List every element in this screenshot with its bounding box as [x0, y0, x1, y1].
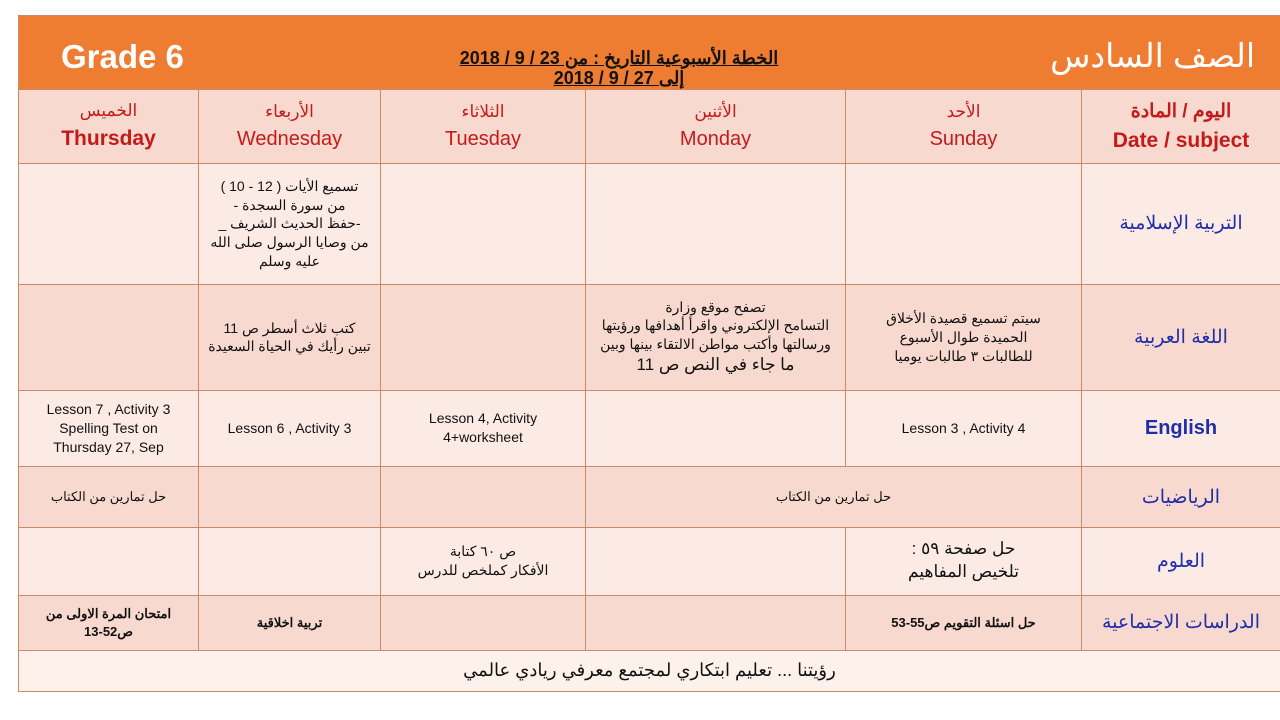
cell-islamic-tuesday	[381, 163, 586, 285]
cell-arabic-sunday: سيتم تسميع قصيدة الأخلاق الحميدة طوال الأسبوع للطالبات ٣ طالبات يوميا	[846, 285, 1082, 390]
row-english	[19, 390, 1280, 466]
subject-arabic: اللغة العربية	[1082, 285, 1280, 390]
vision-statement: رؤيتنا ... تعليم ابتكاري لمجتمع معرفي ريادي عالمي	[19, 650, 1280, 691]
cell-math-tuesday	[381, 466, 586, 527]
cell-social-tuesday	[381, 595, 586, 650]
grade-arabic: الصف السادس	[1050, 37, 1255, 74]
subject-islamic: التربية الإسلامية	[1082, 163, 1280, 285]
cell-arabic-monday: تصفح موقع وزارة التسامح الإلكتروني واقرأ أهدافها ورؤيتها ورسالتها وأكتب مواطن الالتقاء بينها وبين ما جاء في النص ص 11	[586, 285, 846, 390]
row-islamic	[19, 163, 1280, 285]
plan-title-line2: إلى 27 / 9 / 2018	[553, 68, 685, 88]
cell-science-tuesday: ص ٦٠ كتابة الأفكار كملخص للدرس	[381, 528, 586, 595]
cell-social-thursday: امتحان المرة الاولى من ص52-13	[19, 595, 199, 650]
cell-science-wednesday	[199, 528, 381, 595]
cell-islamic-thursday	[19, 163, 199, 285]
subject-math: الرياضيات	[1082, 466, 1280, 527]
cell-science-sunday: حل صفحة ٥٩ : تلخيص المفاهيم	[846, 528, 1082, 595]
header-thursday: الخميس Thursday	[19, 90, 199, 163]
cell-arabic-wednesday: كتب ثلاث أسطر ص 11 تبين رأيك في الحياة السعيدة	[199, 285, 381, 390]
subject-social: الدراسات الاجتماعية	[1082, 595, 1280, 650]
cell-math-thursday: حل تمارين من الكتاب	[19, 466, 199, 527]
row-math	[19, 466, 1280, 527]
cell-social-wednesday: تربية اخلاقية	[199, 595, 381, 650]
header-monday: الأثنين Monday	[586, 90, 846, 163]
cell-arabic-thursday	[19, 285, 199, 390]
cell-english-thursday: Lesson 7 , Activity 3 Spelling Test on Thursday 27, Sep	[19, 390, 199, 466]
plan-title-line1: الخطة الأسبوعية التاريخ : من 23 / 9 / 2018	[459, 48, 779, 68]
cell-math-sunday-monday: حل تمارين من الكتاب	[586, 466, 1082, 527]
footer-row	[19, 650, 1280, 691]
cell-english-monday	[586, 390, 846, 466]
subject-science: العلوم	[1082, 528, 1280, 595]
cell-social-monday	[586, 595, 846, 650]
cell-english-sunday: Lesson 3 , Activity 4	[846, 390, 1082, 466]
row-arabic	[19, 285, 1280, 390]
cell-english-wednesday: Lesson 6 , Activity 3	[199, 390, 381, 466]
cell-islamic-sunday	[846, 163, 1082, 285]
cell-social-sunday: حل اسئلة التقويم ص55-53	[846, 595, 1082, 650]
cell-science-thursday	[19, 528, 199, 595]
day-header-row	[19, 90, 1280, 163]
header-wednesday: الأربعاء Wednesday	[199, 90, 381, 163]
cell-math-wednesday	[199, 466, 381, 527]
row-science	[19, 528, 1280, 595]
cell-arabic-tuesday	[381, 285, 586, 390]
weekly-plan-table	[18, 15, 1280, 692]
cell-english-tuesday: Lesson 4, Activity 4+worksheet	[381, 390, 586, 466]
row-social	[19, 595, 1280, 650]
header-sunday: الأحد Sunday	[846, 90, 1082, 163]
header-tuesday: الثلاثاء Tuesday	[381, 90, 586, 163]
cell-islamic-wednesday: تسميع الأيات ( 12 - 10 ) من سورة السجدة - -حفظ الحديث الشريف _ من وصايا الرسول صلى الله عليه وسلم	[199, 163, 381, 285]
subject-english: English	[1082, 390, 1280, 466]
title-row	[19, 16, 1280, 90]
grade-english: Grade 6	[61, 38, 184, 75]
title-banner	[19, 16, 1280, 90]
cell-science-monday	[586, 528, 846, 595]
header-subject: اليوم / المادة Date / subject	[1082, 90, 1280, 163]
cell-islamic-monday	[586, 163, 846, 285]
